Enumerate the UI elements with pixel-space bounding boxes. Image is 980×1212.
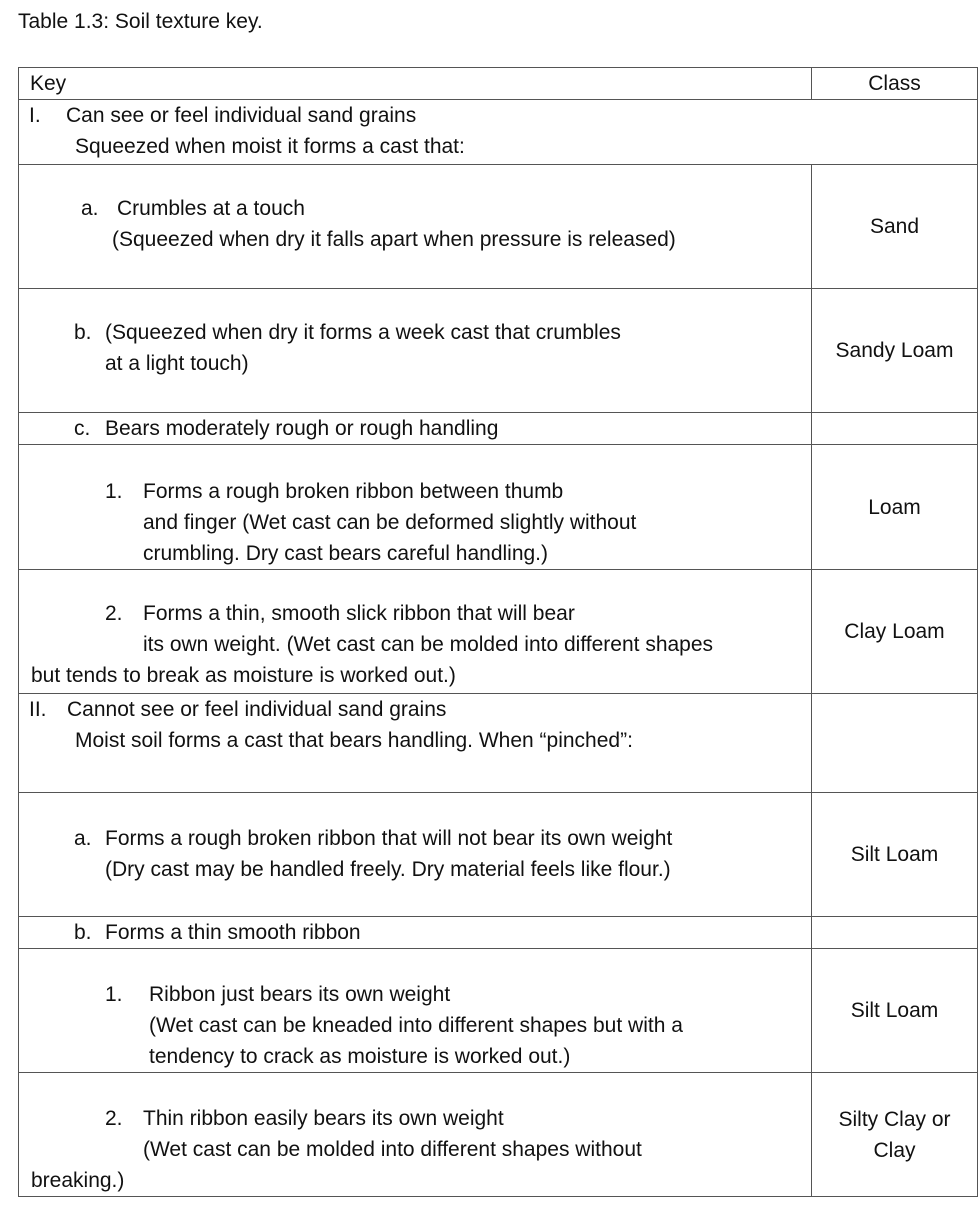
class-cell: Silt Loam [812,949,978,1073]
class-cell: Clay Loam [812,570,978,694]
table-row [19,793,978,917]
key-line: Moist soil forms a cast that bears handling. When “pinched”: [75,729,633,752]
key-text: Thin ribbon easily bears its own weight [143,1107,504,1130]
key-text: Can see or feel individual sand grains [66,104,417,127]
key-cell [19,917,812,949]
table-row [19,165,978,289]
key-line: breaking.) [31,1169,125,1192]
key-text: Forms a thin smooth ribbon [105,921,361,944]
key-text: Forms a thin, smooth slick ribbon that will bear [143,602,575,625]
key-marker: I. [29,104,41,127]
key-line: but tends to break as moisture is worked out.) [31,664,456,687]
key-line: (Dry cast may be handled freely. Dry material feels like flour.) [105,858,671,881]
class-line: Clay [873,1138,916,1162]
key-line: and finger (Wet cast can be deformed slightly without [143,511,637,534]
key-line [19,317,811,348]
key-marker: 2. [105,602,123,625]
key-marker: c. [74,417,91,440]
key-line: (Wet cast can be kneaded into different shapes but with a [149,1014,683,1037]
class-cell: Loam [812,445,978,570]
table-row [19,445,978,570]
table-row [19,289,978,413]
table-row [19,694,978,793]
key-line [19,917,811,948]
key-cell [19,793,812,917]
class-cell: Sand [812,165,978,289]
key-line: (Squeezed when dry it falls apart when pressure is released) [112,228,676,251]
key-line: at a light touch) [105,352,249,375]
key-line [19,413,811,444]
key-marker: a. [81,197,99,220]
key-cell [19,694,812,793]
key-text: Cannot see or feel individual sand grains [67,698,447,721]
key-marker: b. [74,321,92,344]
key-cell [19,165,812,289]
key-text: Ribbon just bears its own weight [149,983,451,1006]
key-marker: 2. [105,1107,123,1130]
key-text: Bears moderately rough or rough handling [105,417,499,440]
key-line [19,100,977,131]
key-marker: 1. [105,983,123,1006]
table-caption: Table 1.3: Soil texture key. [18,10,263,33]
key-cell [19,570,812,694]
class-cell: Sandy Loam [812,289,978,413]
key-cell [19,100,978,165]
key-cell [19,949,812,1073]
class-cell [812,413,978,445]
key-line: its own weight. (Wet cast can be molded into different shapes [143,633,714,656]
key-line [19,476,811,507]
key-text: Crumbles at a touch [117,197,305,220]
table-row [19,949,978,1073]
key-text: Forms a rough broken ribbon that will not bear its own weight [105,827,673,850]
key-line [19,193,811,224]
table-header-row [19,68,978,100]
class-cell [812,694,978,793]
key-cell [19,445,812,570]
table-row [19,100,978,165]
key-line [19,694,811,725]
table-row [19,570,978,694]
key-line [19,598,811,629]
key-cell [19,1073,812,1197]
table-row [19,413,978,445]
key-line: crumbling. Dry cast bears careful handling.) [143,542,549,565]
class-cell [812,917,978,949]
key-line: tendency to crack as moisture is worked out.) [149,1045,571,1068]
key-line: (Wet cast can be molded into different shapes without [143,1138,642,1161]
header-key: Key [19,68,812,100]
key-marker: 1. [105,480,123,503]
class-cell: Silt Loam [812,793,978,917]
key-text: Forms a rough broken ribbon between thumb [143,480,564,503]
key-cell [19,413,812,445]
key-line: Squeezed when moist it forms a cast that: [75,135,465,158]
class-cell [812,1073,978,1197]
key-marker: a. [74,827,92,850]
key-marker: b. [74,921,92,944]
key-cell [19,289,812,413]
class-line: Silty Clay or [838,1107,951,1131]
key-text: (Squeezed when dry it forms a week cast that crumbles [105,321,621,344]
table-row [19,917,978,949]
key-line [19,823,811,854]
key-line [19,1103,811,1134]
key-marker: II. [29,698,47,721]
table-row [19,1073,978,1197]
soil-texture-table [18,67,978,1197]
header-class: Class [812,68,978,100]
key-line [19,979,811,1010]
